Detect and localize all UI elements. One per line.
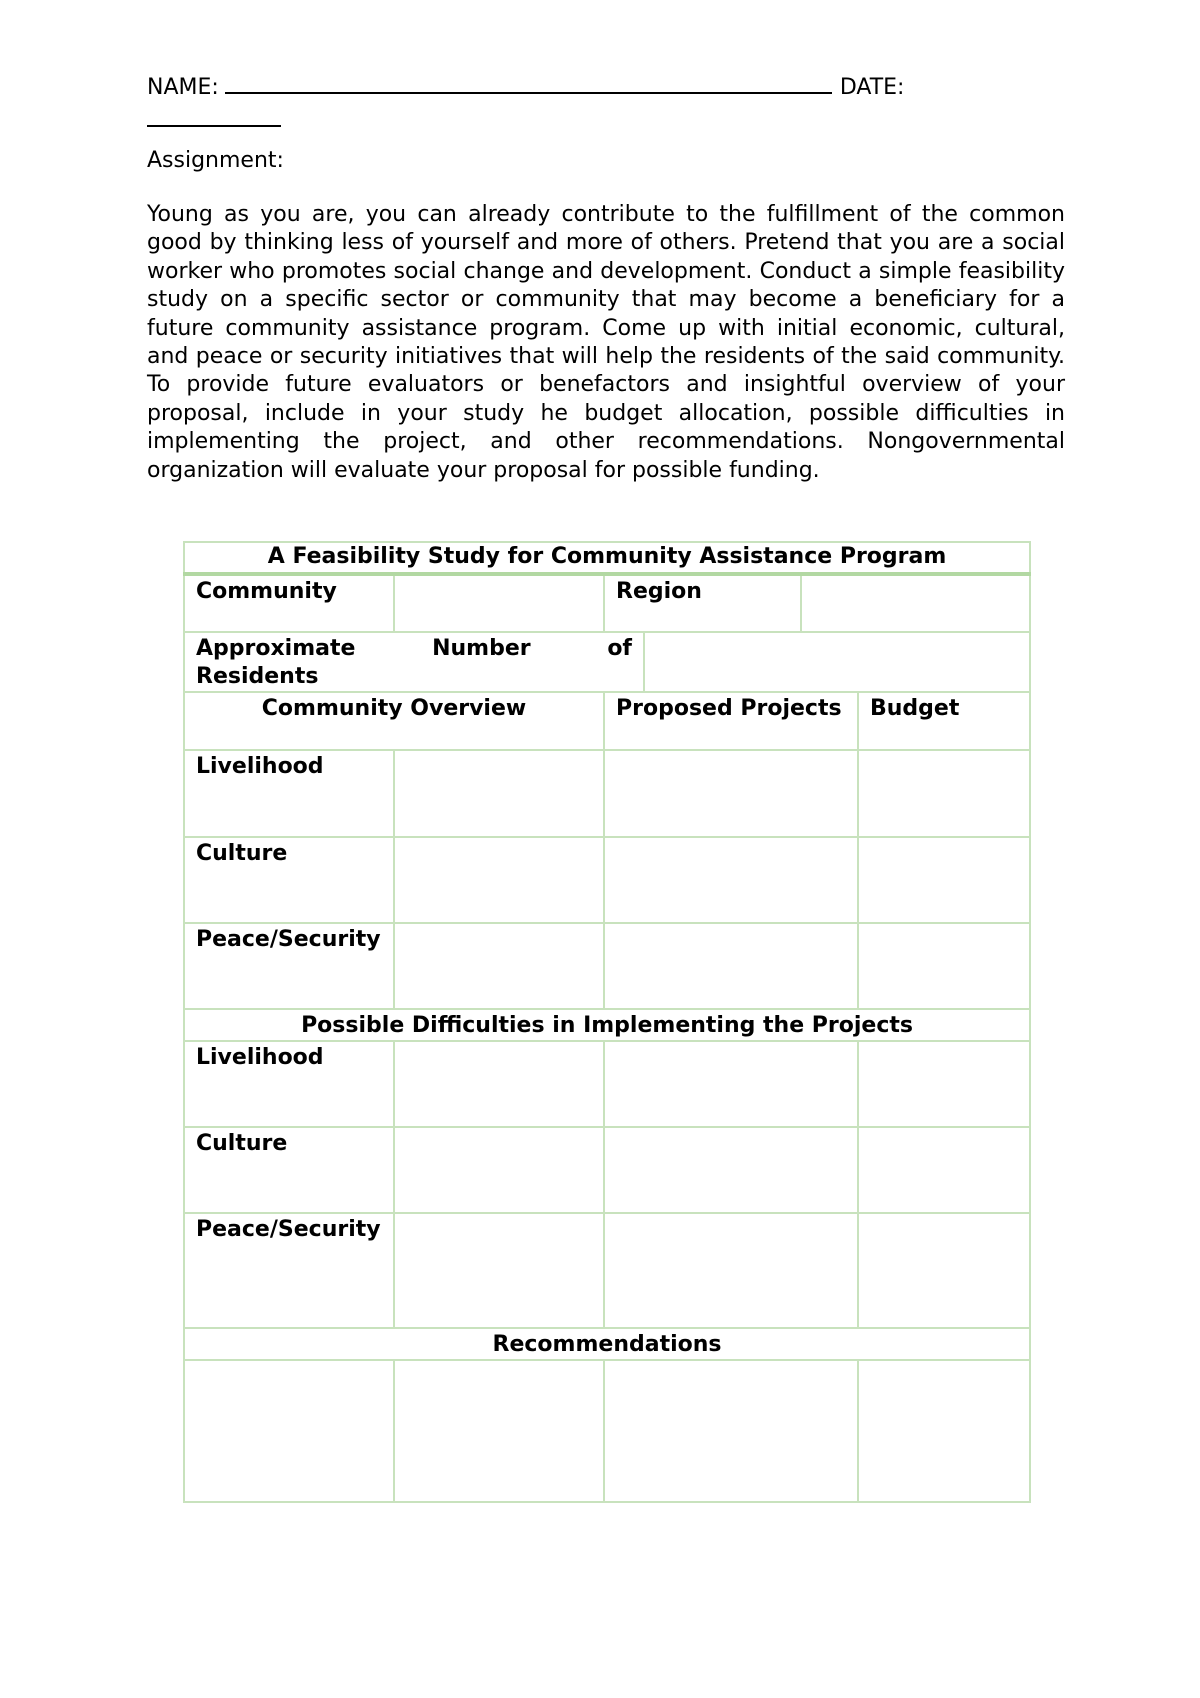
overview-row-label: Culture	[184, 837, 394, 923]
residents-word: Approximate	[196, 636, 356, 661]
residents-field[interactable]	[644, 632, 1030, 692]
difficulty-row-label: Peace/Security	[184, 1213, 394, 1328]
residents-word: Number	[432, 636, 531, 661]
difficulty-field[interactable]	[394, 1213, 604, 1328]
community-label: Community	[184, 574, 394, 632]
proposed-projects-header: Proposed Projects	[604, 692, 858, 750]
recommendation-field[interactable]	[604, 1360, 858, 1502]
budget-field[interactable]	[858, 923, 1030, 1009]
recommendation-field[interactable]	[184, 1360, 394, 1502]
community-field[interactable]	[394, 574, 604, 632]
overview-field[interactable]	[394, 923, 604, 1009]
assignment-body: Young as you are, you can already contribute to the fulfillment of the common good by thinking less of yourself and more of others. Pretend that you are a social worker who promotes social change and development. Conduct a simple feasibility study on a specific sector or community that may become a beneficiary for a future community assistance program. Come up with initial economic, cultural, and peace or security initiatives that will help the residents of the said community. To provide future evaluators or benefactors and insightful overview of your proposal, include in your study he budget allocation, possible difficulties in implementing the project, and other recommendations. Nongovernmental organization will evaluate your proposal for possible funding.	[147, 202, 1065, 483]
name-date-line	[147, 70, 1067, 103]
difficulty-field[interactable]	[858, 1213, 1030, 1328]
difficulty-row-label: Culture	[184, 1127, 394, 1213]
recommendation-field[interactable]	[394, 1360, 604, 1502]
difficulty-row-label: Livelihood	[184, 1041, 394, 1127]
name-blank[interactable]	[225, 70, 832, 94]
region-label: Region	[604, 574, 801, 632]
overview-field[interactable]	[394, 837, 604, 923]
project-field[interactable]	[604, 837, 858, 923]
difficulty-field[interactable]	[604, 1213, 858, 1328]
residents-label	[184, 632, 644, 692]
project-field[interactable]	[604, 750, 858, 837]
region-field[interactable]	[801, 574, 1030, 632]
budget-header: Budget	[858, 692, 1030, 750]
difficulty-field[interactable]	[604, 1127, 858, 1213]
feasibility-study-table	[183, 541, 1031, 1503]
assignment-label: Assignment:	[147, 148, 284, 173]
overview-row-label: Livelihood	[184, 750, 394, 837]
difficulty-field[interactable]	[394, 1127, 604, 1213]
recommendations-header: Recommendations	[184, 1328, 1030, 1360]
residents-word: of	[607, 636, 632, 661]
overview-field[interactable]	[394, 750, 604, 837]
date-label: DATE:	[839, 75, 905, 100]
community-overview-header: Community Overview	[184, 692, 604, 750]
project-field[interactable]	[604, 923, 858, 1009]
difficulty-field[interactable]	[858, 1041, 1030, 1127]
name-label: NAME:	[147, 75, 219, 100]
recommendation-field[interactable]	[858, 1360, 1030, 1502]
difficulty-field[interactable]	[394, 1041, 604, 1127]
budget-field[interactable]	[858, 837, 1030, 923]
budget-field[interactable]	[858, 750, 1030, 837]
table-title: A Feasibility Study for Community Assistance Program	[184, 542, 1030, 574]
difficulty-field[interactable]	[858, 1127, 1030, 1213]
residents-word: Residents	[196, 664, 319, 689]
date-blank[interactable]	[147, 125, 281, 127]
difficulty-field[interactable]	[604, 1041, 858, 1127]
difficulties-header: Possible Difficulties in Implementing the Projects	[184, 1009, 1030, 1041]
overview-row-label: Peace/Security	[184, 923, 394, 1009]
